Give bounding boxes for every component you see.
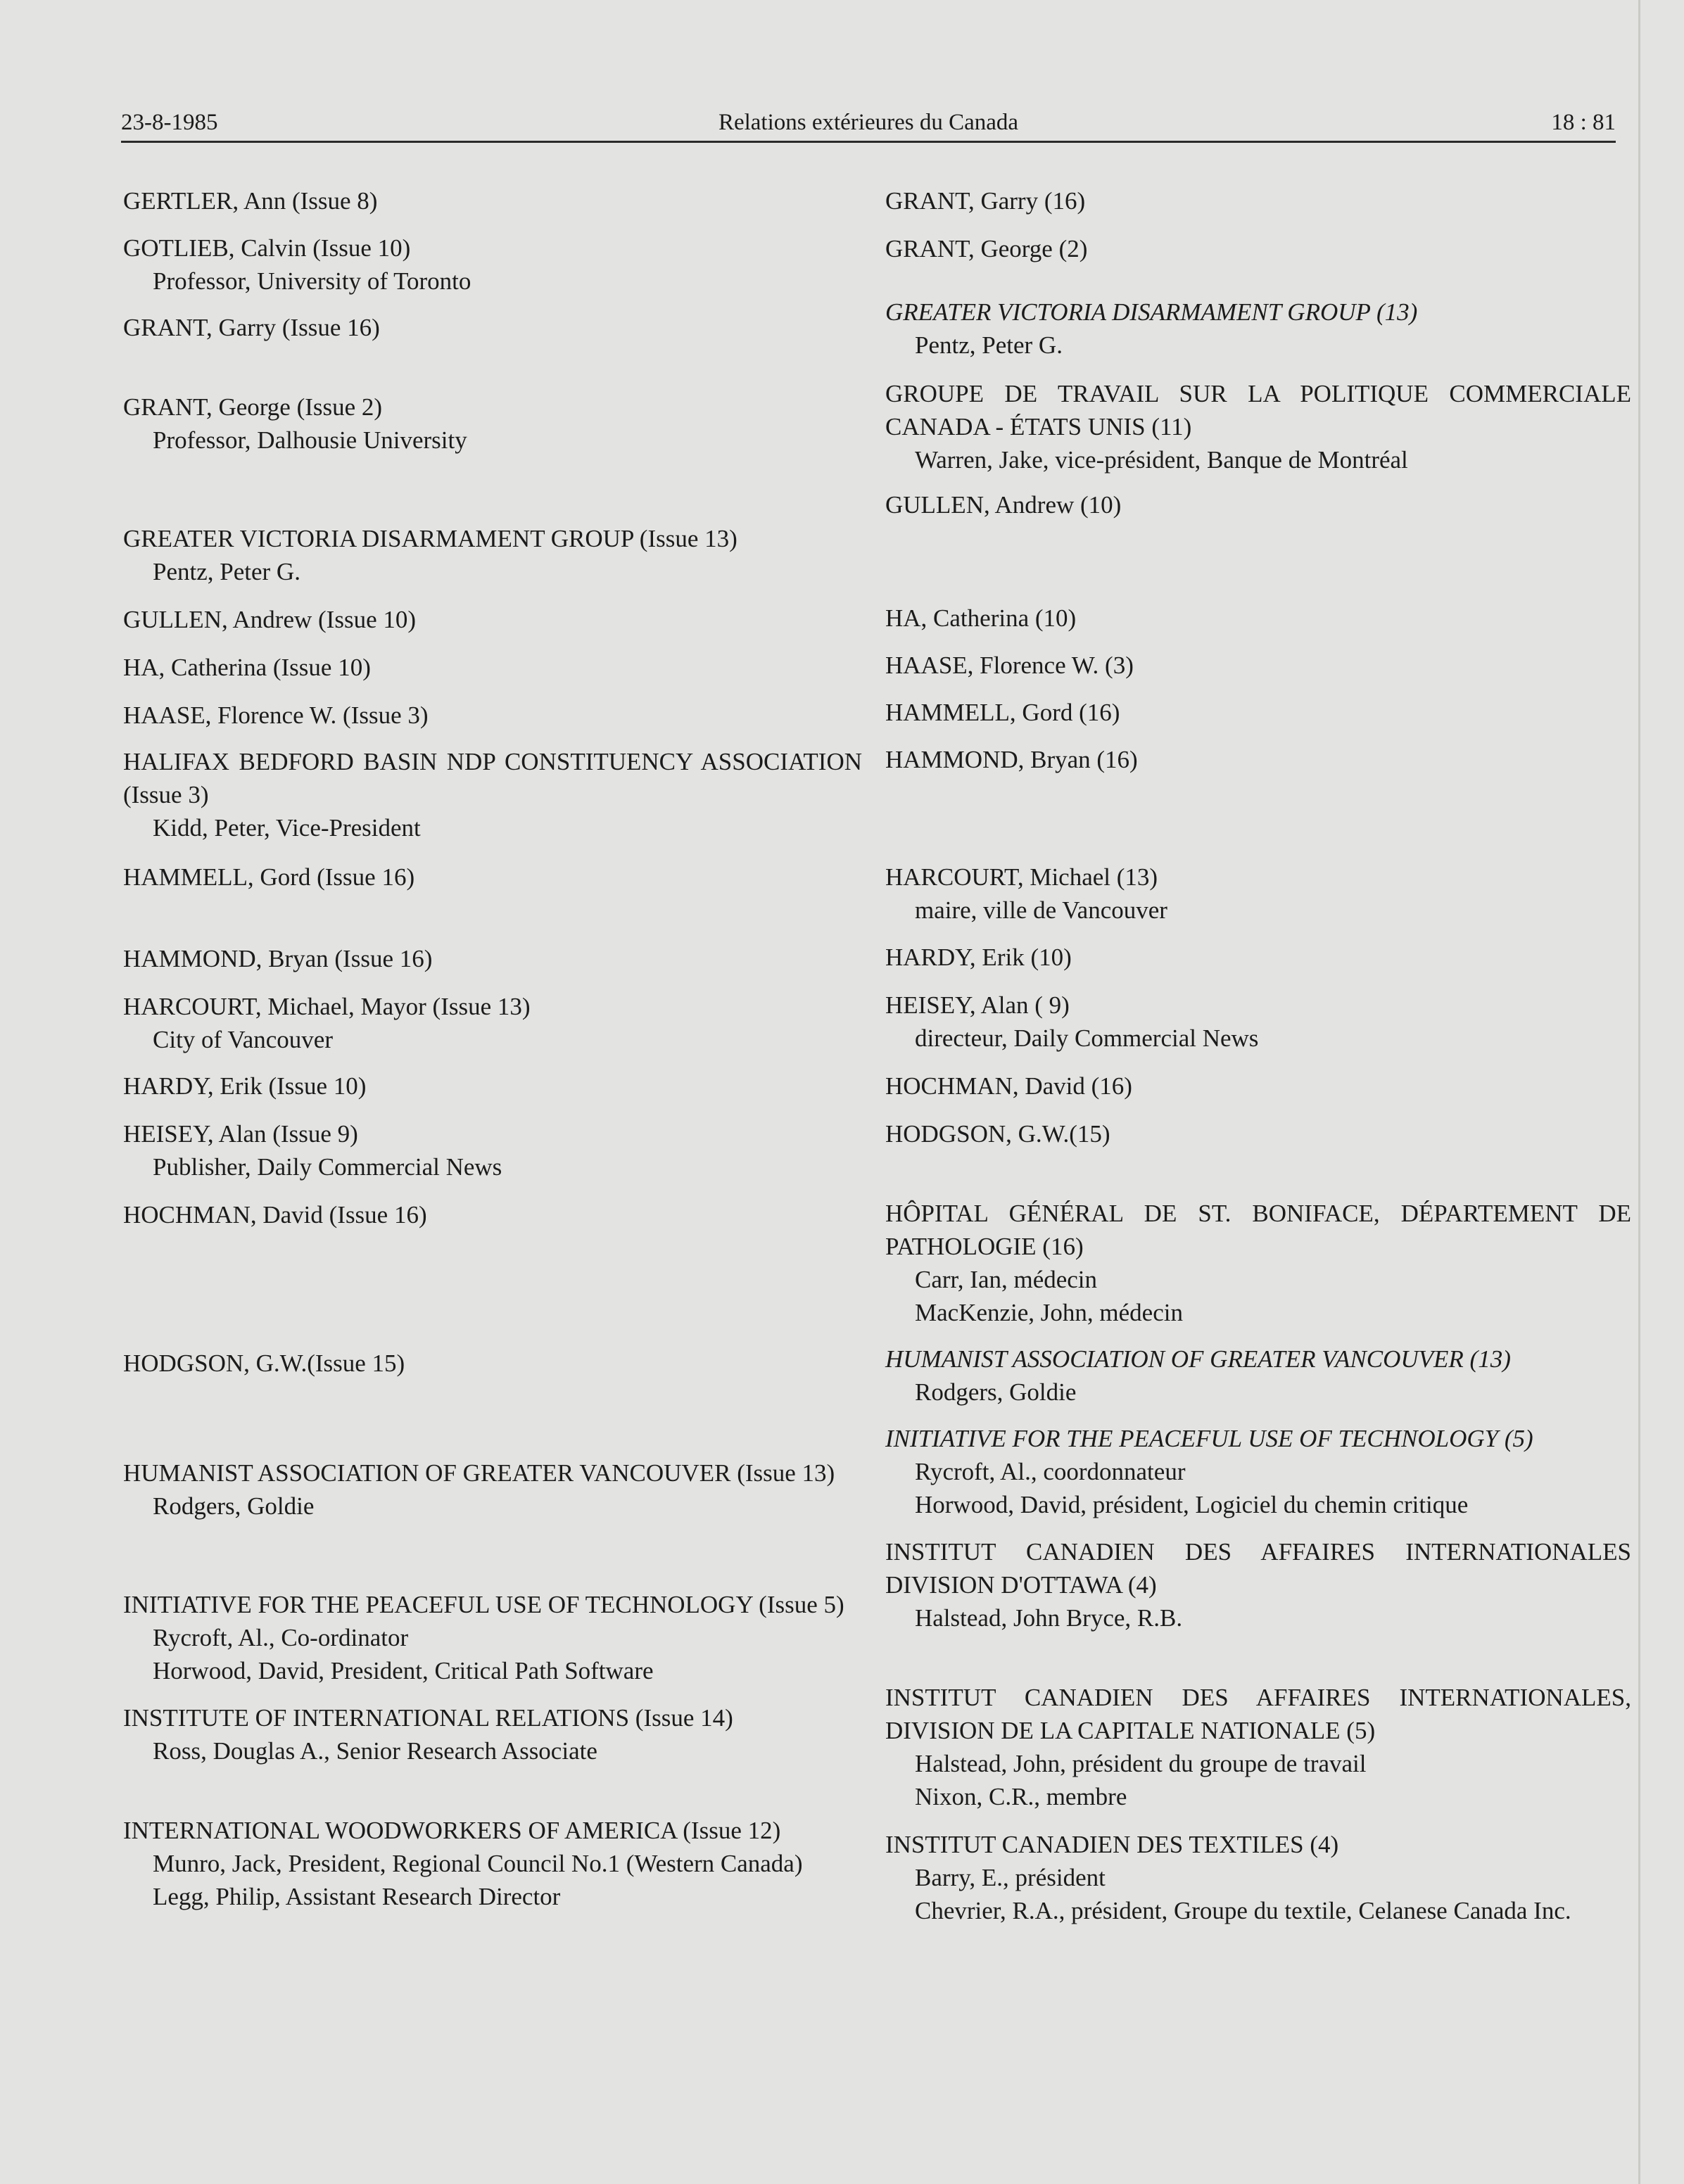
- entry-witness: maire, ville de Vancouver: [915, 896, 1167, 924]
- entry-witness: directeur, Daily Commercial News: [915, 1024, 1259, 1052]
- entry-heading: HUMANIST ASSOCIATION OF GREATER VANCOUVER (Issue 13): [123, 1459, 835, 1487]
- entry-heading: INTERNATIONAL WOODWORKERS OF AMERICA (Issue 12): [123, 1817, 781, 1844]
- entry-heading: HARDY, Erik (Issue 10): [123, 1072, 367, 1100]
- entry-witness: Munro, Jack, President, Regional Council No.1 (Western Canada): [153, 1850, 803, 1877]
- entry-heading: GRANT, George (2): [885, 235, 1088, 262]
- entry-heading: HOCHMAN, David (16): [885, 1072, 1132, 1100]
- index-entry: [123, 1069, 862, 1103]
- index-entry: [885, 232, 1631, 265]
- index-entry: [885, 941, 1631, 974]
- entry-heading: GREATER VICTORIA DISARMAMENT GROUP (Issue 13): [123, 525, 737, 552]
- entry-witness: Halstead, John Bryce, R.B.: [915, 1604, 1183, 1632]
- index-entry: [123, 1588, 862, 1687]
- index-entry: [123, 1347, 862, 1380]
- index-entry: [885, 1069, 1631, 1103]
- index-entry: [885, 1681, 1631, 1813]
- index-entry: [885, 696, 1631, 729]
- entry-witness: Professor, Dalhousie University: [153, 426, 467, 454]
- entry-heading: HAMMELL, Gord (16): [885, 699, 1120, 726]
- index-entry: [123, 522, 862, 588]
- entry-heading: HAASE, Florence W. (3): [885, 652, 1134, 679]
- entry-witness: Pentz, Peter G.: [153, 558, 300, 585]
- entry-witness: Halstead, John, président du groupe de travail: [915, 1750, 1367, 1777]
- index-entry: [885, 296, 1631, 362]
- entry-heading: HAMMELL, Gord (Issue 16): [123, 863, 415, 891]
- index-entry: [123, 699, 862, 732]
- index-entry: [885, 861, 1631, 927]
- entry-witness: Pentz, Peter G.: [915, 331, 1063, 359]
- header-title: Relations extérieures du Canada: [718, 110, 1019, 135]
- entry-heading: GOTLIEB, Calvin (Issue 10): [123, 234, 411, 262]
- index-entry: [885, 377, 1631, 476]
- entry-heading: INSTITUT CANADIEN DES TEXTILES (4): [885, 1831, 1339, 1858]
- entry-witness: City of Vancouver: [153, 1026, 333, 1053]
- entry-heading: HÔPITAL GÉNÉRAL DE ST. BONIFACE, DÉPARTEMENT DE PATHOLOGIE (16): [885, 1200, 1631, 1260]
- index-entry: [885, 1535, 1631, 1634]
- entry-heading: HEISEY, Alan (Issue 9): [123, 1120, 358, 1148]
- index-entry: [885, 1197, 1631, 1329]
- entry-witness: Publisher, Daily Commercial News: [153, 1153, 502, 1181]
- index-entry: [123, 1456, 862, 1523]
- entry-witness: MacKenzie, John, médecin: [915, 1299, 1183, 1326]
- entry-witness: Rycroft, Al., coordonnateur: [915, 1458, 1186, 1485]
- running-header: [121, 106, 1616, 142]
- index-entry: [123, 1814, 862, 1913]
- entry-heading: GROUPE DE TRAVAIL SUR LA POLITIQUE COMMERCIALE CANADA - ÉTATS UNIS (11): [885, 380, 1631, 440]
- entry-heading: HA, Catherina (10): [885, 604, 1077, 632]
- index-entry: [885, 1342, 1631, 1409]
- index-entry: [123, 990, 862, 1056]
- index-entry: [123, 1701, 862, 1767]
- entry-witness: Rodgers, Goldie: [915, 1378, 1077, 1406]
- index-entry: [123, 861, 862, 894]
- entry-heading: GULLEN, Andrew (Issue 10): [123, 606, 417, 633]
- index-entry: [123, 184, 862, 217]
- index-entry: [885, 989, 1631, 1055]
- entry-witness: Horwood, David, président, Logiciel du chemin critique: [915, 1491, 1469, 1518]
- entry-witness: Warren, Jake, vice-président, Banque de Montréal: [915, 446, 1408, 474]
- entry-heading: HARCOURT, Michael, Mayor (Issue 13): [123, 993, 531, 1020]
- entry-heading: HOCHMAN, David (Issue 16): [123, 1201, 427, 1228]
- entry-heading: HEISEY, Alan ( 9): [885, 991, 1070, 1019]
- entry-witness: Carr, Ian, médecin: [915, 1266, 1098, 1293]
- binding-edge: [1638, 0, 1640, 2184]
- index-entry: [123, 391, 862, 457]
- entry-witness: Chevrier, R.A., président, Groupe du textile, Celanese Canada Inc.: [915, 1897, 1571, 1924]
- index-entry: [123, 231, 862, 298]
- entry-witness: Professor, University of Toronto: [153, 267, 471, 295]
- index-entry: [885, 1422, 1631, 1521]
- index-entry: [885, 1117, 1631, 1150]
- entry-witness: Barry, E., président: [915, 1864, 1106, 1891]
- entry-witness: Ross, Douglas A., Senior Research Associate: [153, 1737, 597, 1765]
- left-column-english-index: [123, 184, 862, 1913]
- entry-heading: HALIFAX BEDFORD BASIN NDP CONSTITUENCY ASSOCIATION (Issue 3): [123, 748, 862, 808]
- entry-heading: GRANT, Garry (Issue 16): [123, 314, 380, 341]
- entry-witness: Horwood, David, President, Critical Path Software: [153, 1657, 654, 1684]
- index-entry: [885, 1828, 1631, 1927]
- entry-heading: INSTITUT CANADIEN DES AFFAIRES INTERNATIONALES DIVISION D'OTTAWA (4): [885, 1538, 1631, 1599]
- entry-heading: GREATER VICTORIA DISARMAMENT GROUP (13): [885, 298, 1418, 326]
- right-column-french-index: [885, 184, 1631, 1927]
- entry-witness: Legg, Philip, Assistant Research Director: [153, 1883, 561, 1910]
- entry-heading: HUMANIST ASSOCIATION OF GREATER VANCOUVER (13): [885, 1345, 1511, 1373]
- entry-heading: GRANT, George (Issue 2): [123, 393, 383, 421]
- entry-heading: INITIATIVE FOR THE PEACEFUL USE OF TECHNOLOGY (Issue 5): [123, 1591, 844, 1618]
- entry-heading: GRANT, Garry (16): [885, 187, 1086, 215]
- index-entry: [885, 743, 1631, 776]
- header-rule: [121, 141, 1616, 143]
- entry-heading: HAMMOND, Bryan (Issue 16): [123, 945, 433, 972]
- index-entry: [885, 602, 1631, 635]
- entry-heading: GULLEN, Andrew (10): [885, 491, 1122, 519]
- index-entry: [123, 1198, 862, 1231]
- entry-heading: HAMMOND, Bryan (16): [885, 746, 1138, 773]
- index-entry: [123, 603, 862, 636]
- entry-heading: HARDY, Erik (10): [885, 944, 1072, 971]
- header-date: 23-8-1985: [121, 110, 218, 135]
- entry-witness: Rodgers, Goldie: [153, 1492, 315, 1520]
- entry-heading: HARCOURT, Michael (13): [885, 863, 1158, 891]
- entry-witness: Nixon, C.R., membre: [915, 1783, 1127, 1810]
- entry-heading: HA, Catherina (Issue 10): [123, 654, 371, 681]
- entry-heading: HODGSON, G.W.(15): [885, 1120, 1110, 1148]
- index-entry: [123, 651, 862, 684]
- index-entry: [885, 184, 1631, 217]
- entry-witness: Kidd, Peter, Vice-President: [153, 814, 421, 842]
- index-entry: [885, 649, 1631, 682]
- entry-heading: INSTITUTE OF INTERNATIONAL RELATIONS (Issue 14): [123, 1704, 733, 1732]
- index-entry: [885, 488, 1631, 521]
- index-entry: [123, 1117, 862, 1183]
- entry-witness: Rycroft, Al., Co-ordinator: [153, 1624, 409, 1651]
- entry-heading: HODGSON, G.W.(Issue 15): [123, 1350, 405, 1377]
- header-page-number: 18 : 81: [1551, 110, 1616, 135]
- entry-heading: HAASE, Florence W. (Issue 3): [123, 701, 429, 729]
- entry-heading: INITIATIVE FOR THE PEACEFUL USE OF TECHNOLOGY (5): [885, 1425, 1533, 1452]
- entry-heading: INSTITUT CANADIEN DES AFFAIRES INTERNATIONALES, DIVISION DE LA CAPITALE NATIONALE (5): [885, 1684, 1631, 1744]
- index-entry: [123, 311, 862, 344]
- index-entry: [123, 745, 862, 844]
- index-entry: [123, 942, 862, 975]
- entry-heading: GERTLER, Ann (Issue 8): [123, 187, 378, 215]
